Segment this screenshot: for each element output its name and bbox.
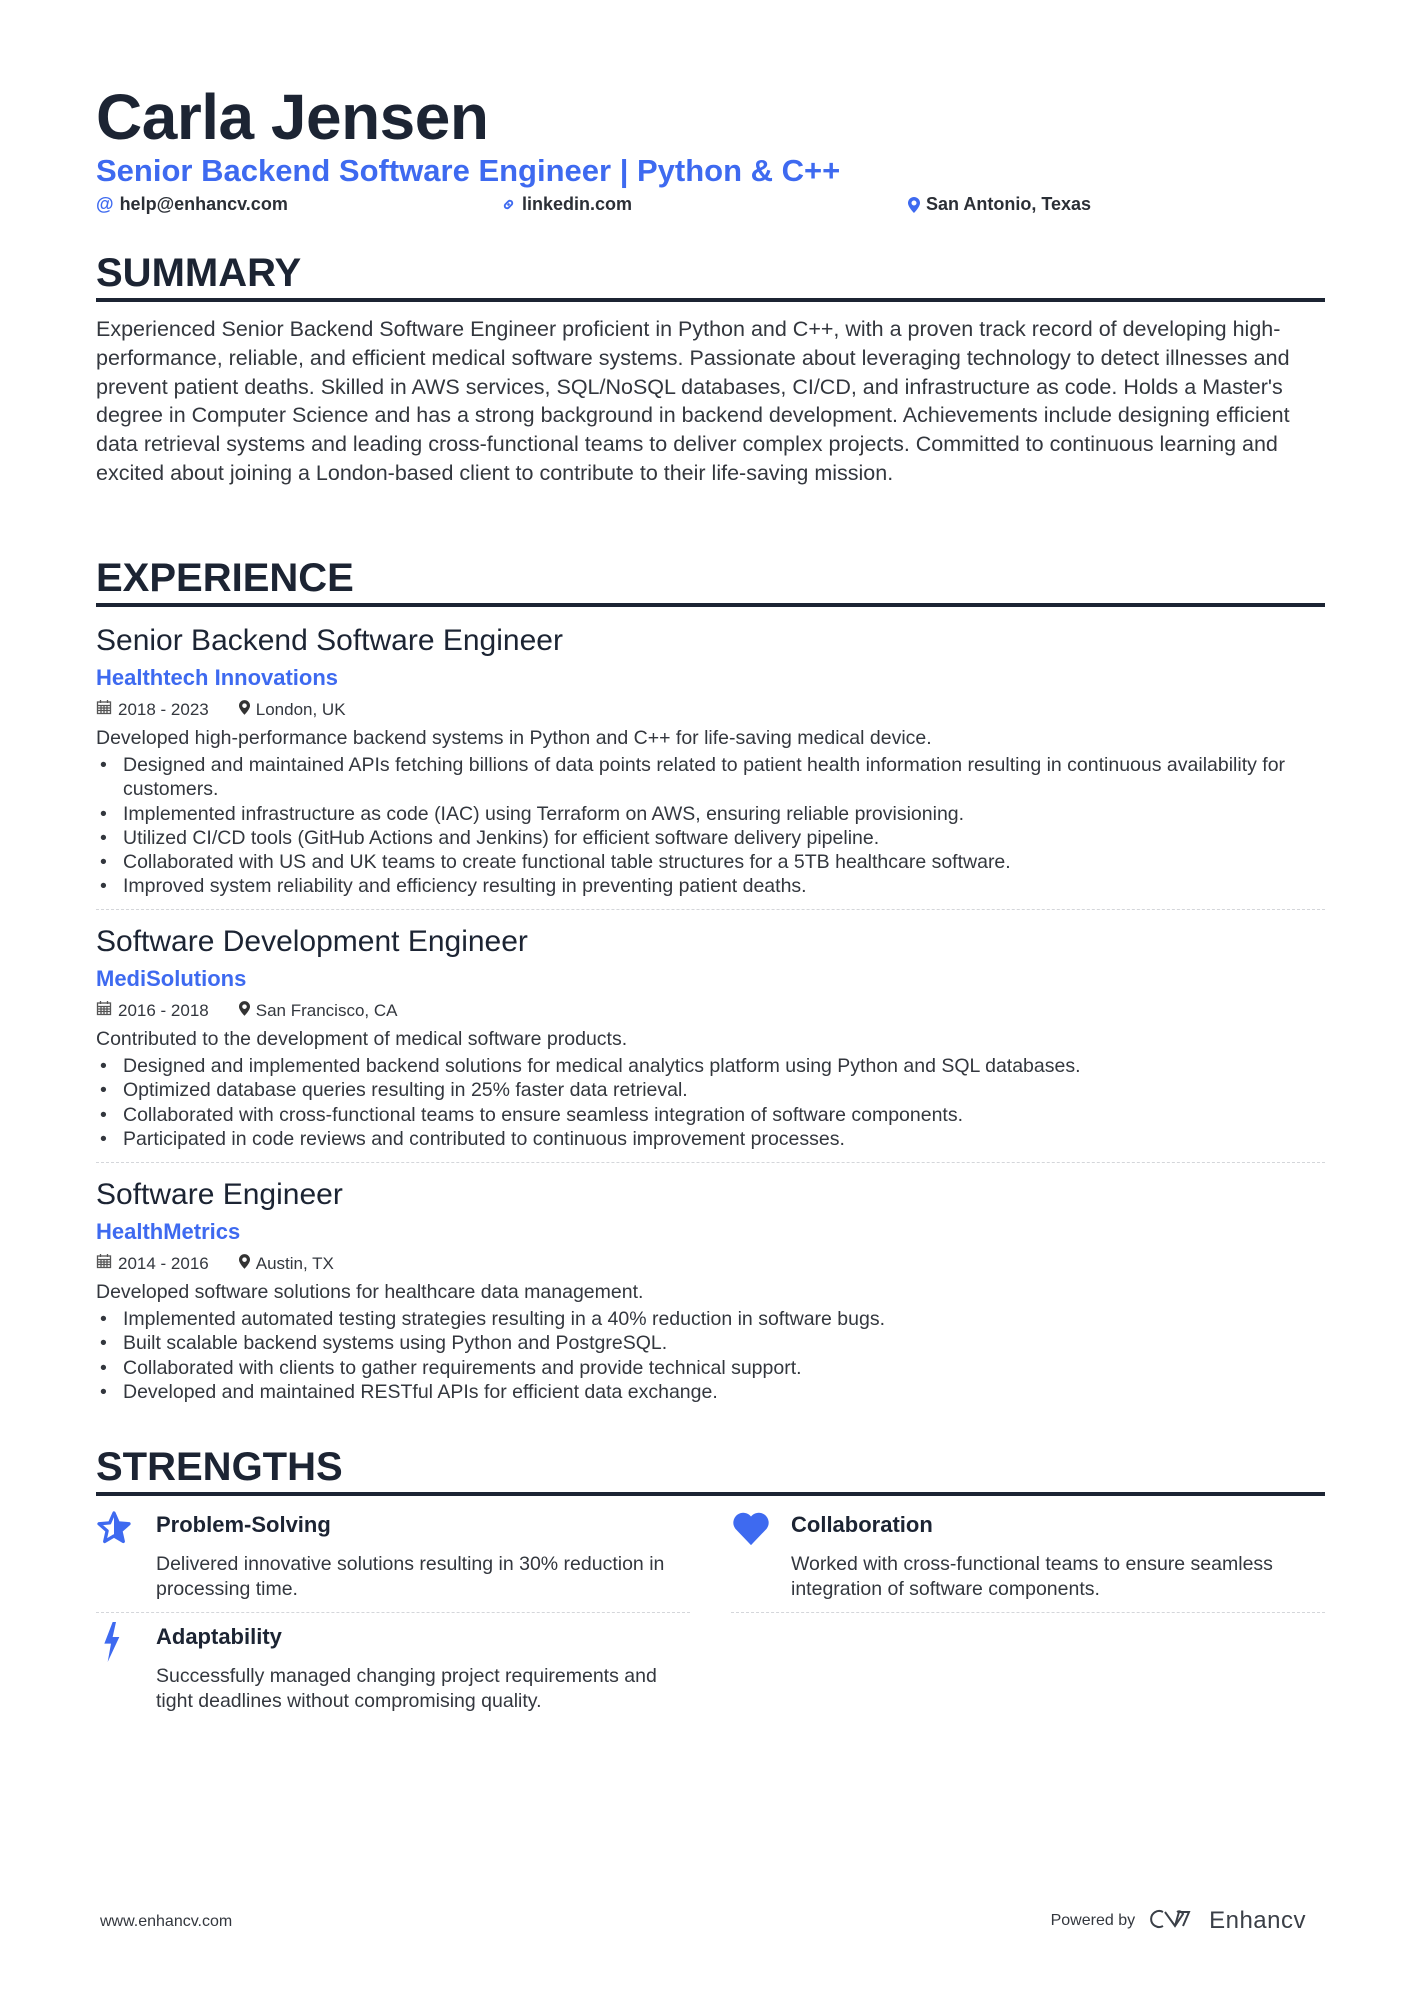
linkedin-text[interactable]: linkedin.com — [522, 194, 633, 214]
strength-title: Adaptability — [156, 1624, 282, 1649]
footer-website[interactable]: www.enhancv.com — [100, 1913, 233, 1930]
experience-heading: EXPERIENCE — [96, 555, 1325, 607]
company-name: HealthMetrics — [96, 1219, 241, 1244]
job-meta — [96, 696, 1325, 724]
strength-title: Problem-Solving — [156, 1512, 331, 1537]
strength-title: Collaboration — [791, 1512, 933, 1537]
job-entry — [96, 923, 1325, 1151]
bullet-item: • Optimized database queries resulting in 25% faster data retrieval. — [96, 1078, 1325, 1102]
job-meta — [96, 1250, 1325, 1278]
bullet-item: • Improved system reliability and efficiency resulting in preventing patient deaths. — [96, 874, 1325, 898]
calendar-icon — [96, 1250, 112, 1278]
job-entry — [96, 1176, 1325, 1404]
job-title: Senior Backend Software Engineer — [96, 624, 563, 657]
job-location: Austin, TX — [255, 1254, 334, 1273]
email-text[interactable]: help@enhancv.com — [119, 194, 288, 214]
job-location: London, UK — [255, 700, 346, 719]
contact-info — [96, 194, 1325, 218]
job-description: Developed high-performance backend systems in Python and C++ for life-saving medical device. — [96, 727, 932, 749]
headline: Senior Backend Software Engineer | Python & C++ — [96, 153, 841, 188]
bolt-icon — [96, 1622, 136, 1662]
linkedin-contact[interactable] — [501, 194, 632, 215]
map-pin-icon — [239, 1250, 250, 1278]
calendar-icon — [96, 997, 112, 1025]
summary-text: Experienced Senior Backend Software Engineer proficient in Python and C++, with a proven track record of developing high-performance, reliable, and efficient medical software systems. Passionate about leveraging technology to detect illnesses and prevent patient deaths. Skilled in AWS services, SQL/NoSQL databases, CI/CD, and infrastructure as code. Holds a Master's degree in Computer Science and has a strong background in backend development. Achievements include designing efficient data retrieval systems and leading cross-functional teams to deliver complex projects. Committed to continuous learning and excited about joining a London-based client to contribute to their life-saving mission. — [96, 317, 1290, 485]
job-dates: 2016 - 2018 — [118, 1001, 209, 1020]
job-description: Developed software solutions for healthcare data management. — [96, 1281, 644, 1303]
bullet-item: • Collaborated with clients to gather requirements and provide technical support. — [96, 1356, 1325, 1380]
bullet-item: • Collaborated with cross-functional teams to ensure seamless integration of software components. — [96, 1103, 1325, 1127]
job-location: San Francisco, CA — [255, 1001, 398, 1020]
bullet-item: • Built scalable backend systems using Python and PostgreSQL. — [96, 1331, 1325, 1355]
strength-divider — [731, 1612, 1325, 1613]
map-pin-icon — [239, 997, 250, 1025]
calendar-icon — [96, 696, 112, 724]
email-contact[interactable] — [96, 194, 288, 215]
brand-name: Enhancv — [1209, 1907, 1306, 1934]
job-divider — [96, 909, 1325, 910]
job-divider — [96, 1162, 1325, 1163]
job-dates: 2018 - 2023 — [118, 700, 209, 719]
bullet-item: • Designed and maintained APIs fetching billions of data points related to patient health information resulting in continuous availability for customers. — [96, 753, 1325, 802]
job-entry — [96, 622, 1325, 899]
job-bullets — [96, 753, 1325, 899]
map-pin-icon — [239, 696, 250, 724]
strength-description: Worked with cross-functional teams to ensure seamless integration of software components. — [791, 1553, 1273, 1600]
job-title: Software Development Engineer — [96, 925, 528, 958]
job-description: Contributed to the development of medical software products. — [96, 1028, 628, 1050]
job-bullets — [96, 1307, 1325, 1404]
enhancv-logo-icon — [1149, 1908, 1195, 1935]
company-name: MediSolutions — [96, 966, 247, 991]
job-bullets — [96, 1054, 1325, 1151]
footer-branding — [1051, 1907, 1306, 1935]
strength-description: Successfully managed changing project requirements and tight deadlines without compromising quality. — [156, 1665, 657, 1712]
job-meta — [96, 997, 1325, 1025]
bullet-item: • Implemented automated testing strategies resulting in a 40% reduction in software bugs. — [96, 1307, 1325, 1331]
location-contact — [908, 194, 1091, 215]
at-icon: @ — [96, 194, 114, 214]
company-name: Healthtech Innovations — [96, 665, 339, 690]
strength-description: Delivered innovative solutions resulting in 30% reduction in processing time. — [156, 1553, 665, 1600]
link-icon — [501, 197, 516, 212]
strength-divider — [96, 1612, 690, 1613]
powered-by-label: Powered by — [1050, 1912, 1136, 1929]
bullet-item: • Implemented infrastructure as code (IAC) using Terraform on AWS, ensuring reliable provisioning. — [96, 802, 1325, 826]
candidate-name: Carla Jensen — [96, 81, 489, 153]
star-icon — [96, 1510, 136, 1550]
map-pin-icon — [908, 197, 920, 213]
job-title: Software Engineer — [96, 1178, 343, 1211]
bullet-item: • Designed and implemented backend solutions for medical analytics platform using Python and SQL databases. — [96, 1054, 1325, 1078]
bullet-item: • Participated in code reviews and contributed to continuous improvement processes. — [96, 1127, 1325, 1151]
strengths-heading: STRENGTHS — [96, 1444, 1325, 1496]
location-text: San Antonio, Texas — [926, 194, 1092, 214]
job-dates: 2014 - 2016 — [118, 1254, 209, 1273]
heart-icon — [731, 1510, 771, 1550]
bullet-item: • Developed and maintained RESTful APIs for efficient data exchange. — [96, 1380, 1325, 1404]
bullet-item: • Utilized CI/CD tools (GitHub Actions and Jenkins) for efficient software delivery pipeline. — [96, 826, 1325, 850]
summary-heading: SUMMARY — [96, 250, 1325, 302]
bullet-item: • Collaborated with US and UK teams to create functional table structures for a 5TB healthcare software. — [96, 850, 1325, 874]
